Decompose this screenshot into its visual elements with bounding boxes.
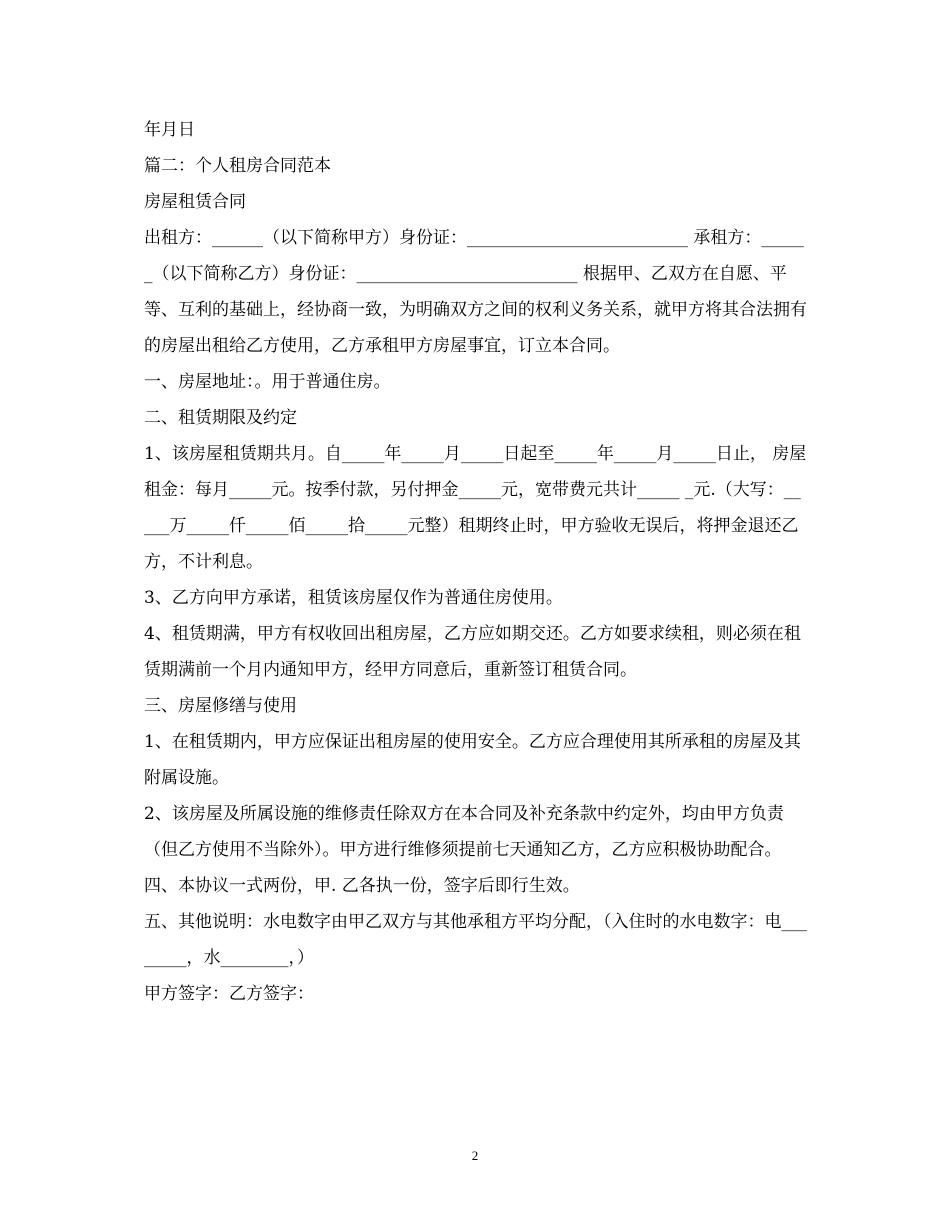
clause-other: 五、其他说明：水电数字由甲乙双方与其他承租方平均分配，（入住时的水电数字：电________，水________，）	[144, 912, 807, 968]
contract-body	[144, 112, 809, 1012]
clause-renewal: 4、租赁期满，甲方有权收回出租房屋，乙方应如期交还。乙方如要求续租，则必须在租赁期满前一个月内通知甲方，经甲方同意后，重新签订租赁合同。	[144, 624, 801, 680]
clause-copies: 四、本协议一式两份，甲. 乙各执一份，签字后即行生效。	[144, 876, 580, 896]
contract-title: 房屋租赁合同	[144, 192, 246, 212]
section-heading: 篇二：个人租房合同范本	[144, 156, 331, 176]
clause-safety: 1、在租赁期内，甲方应保证出租房屋的使用安全。乙方应合理使用其所承租的房屋及其附属设施。	[144, 732, 801, 788]
date-line: 年月日	[144, 120, 195, 140]
clause-heading-repair: 三、房屋修缮与使用	[144, 696, 297, 716]
clause-address: 一、房屋地址：。用于普通住房。	[144, 372, 391, 392]
clause-usage: 3、乙方向甲方承诺，租赁该房屋仅作为普通住房使用。	[144, 588, 563, 608]
clause-term-rent: 1、该房屋租赁期共月。自_____年_____月_____日起至_____年_____月_____日止， 房屋租金：每月_____元。按季付款，另付押金_____元，宽带费元共计_____ _元.（大写：_____万_____仟_____佰_____拾_____元整）租期终止时，甲方验收无误后，将押金退还乙方，不计利息。	[144, 444, 807, 572]
clause-maintenance: 2、该房屋及所属设施的维修责任除双方在本合同及补充条款中约定外，均由甲方负责（但乙方使用不当除外）。甲方进行维修须提前七天通知乙方，乙方应积极协助配合。	[144, 804, 784, 860]
signature-line: 甲方签字：乙方签字：	[144, 984, 314, 1004]
parties-paragraph: 出租方：______（以下简称甲方）身份证：__________________________ 承租方：______（以下简称乙方）身份证：__________________________ 根据甲、乙双方在自愿、平等、互利的基础上，经协商一致，为明确双方之间的权利义务关系，就甲方将其合法拥有的房屋出租给乙方使用，乙方承租甲方房屋事宜，订立本合同。	[144, 228, 807, 356]
clause-heading-term: 二、租赁期限及约定	[144, 408, 297, 428]
page-number: 2	[471, 1148, 479, 1163]
